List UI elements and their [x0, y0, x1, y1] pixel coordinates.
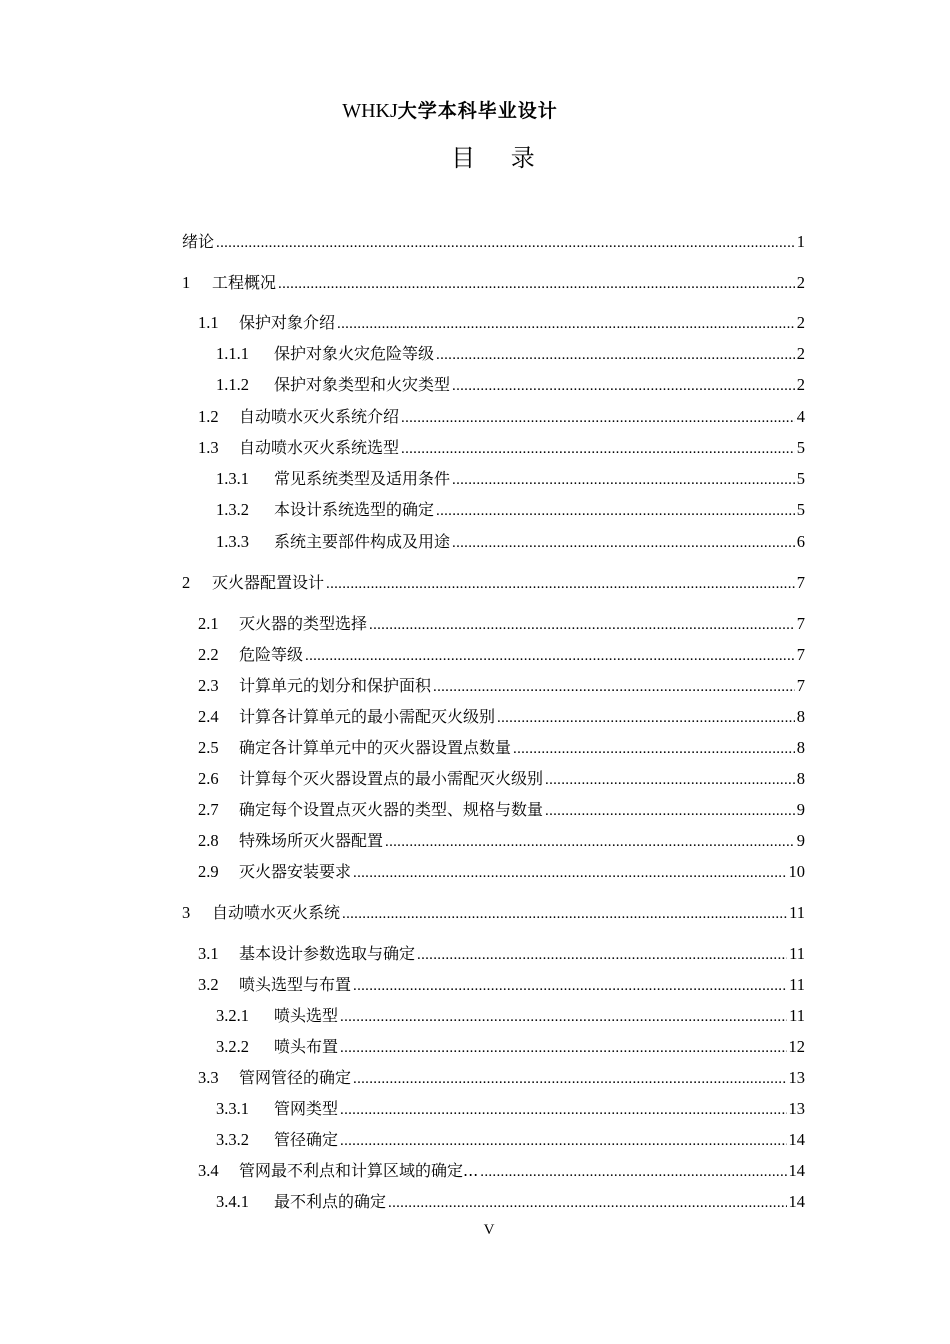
- toc-entry-title: 灭火器的类型选择: [239, 614, 368, 633]
- toc-entry-number: 1: [182, 273, 191, 292]
- toc-entry-page: 2: [796, 273, 805, 292]
- toc-entry-title: 确定每个设置点灭火器的类型、规格与数量: [239, 800, 544, 819]
- toc-entry-number: 2.2: [198, 645, 219, 664]
- toc-entry-number: 3.1: [198, 944, 219, 963]
- toc-entry-page: 7: [796, 614, 805, 633]
- toc-entry[interactable]: [198, 405, 805, 429]
- toc-entry-page: 2: [796, 375, 805, 394]
- toc-entry[interactable]: [216, 1035, 805, 1059]
- toc-leader-dots: [337, 312, 795, 336]
- toc-leader-dots: [353, 861, 786, 885]
- toc-entry-number: 3.2.1: [216, 1006, 249, 1025]
- toc-entry-number: 1.3.1: [216, 469, 249, 488]
- toc-entry-page: 7: [796, 676, 805, 695]
- toc-entry-number: 1.3.2: [216, 500, 249, 519]
- toc-entry-page: 11: [789, 1006, 805, 1025]
- toc-leader-dots: [436, 499, 795, 523]
- toc-entry-title: 灭火器配置设计: [212, 573, 325, 592]
- toc-entry[interactable]: [182, 571, 805, 595]
- toc-entry[interactable]: [182, 271, 805, 295]
- toc-entry-number: 3: [182, 903, 191, 922]
- toc-entry-title: 保护对象类型和火灾类型: [274, 375, 451, 394]
- toc-leader-dots: [340, 1005, 787, 1029]
- toc-entry-page: 13: [788, 1099, 805, 1118]
- toc-leader-dots: [216, 231, 795, 255]
- toc-entry[interactable]: [198, 736, 805, 760]
- toc-entry-title: 自动喷水灭火系统介绍: [239, 407, 400, 426]
- header-cjk: 大学本科毕业设计: [397, 100, 558, 122]
- toc-entry-number: 2.3: [198, 676, 219, 695]
- toc-entry[interactable]: [216, 1004, 805, 1028]
- toc-entry[interactable]: [216, 467, 805, 491]
- toc-entry-number: 2.8: [198, 831, 219, 850]
- toc-entry[interactable]: [198, 1066, 805, 1090]
- toc-entry-page: 8: [796, 707, 805, 726]
- toc-entry-page: 9: [796, 800, 805, 819]
- toc-entry[interactable]: [198, 311, 805, 335]
- toc-entry-title: 特殊场所灭火器配置: [239, 831, 384, 850]
- toc-entry[interactable]: [198, 798, 805, 822]
- toc-leader-dots: [278, 272, 795, 296]
- toc-leader-dots: [369, 613, 795, 637]
- toc-entry-title: 确定各计算单元中的灭火器设置点数量: [239, 738, 512, 757]
- toc-entry-page: 2: [796, 313, 805, 332]
- toc-entry[interactable]: [198, 767, 805, 791]
- toc-entry[interactable]: [198, 612, 805, 636]
- toc-leader-dots: [353, 1067, 786, 1091]
- document-header: [0, 96, 900, 123]
- toc-entry-title: 保护对象介绍: [239, 313, 336, 332]
- toc-entry-number: 2: [182, 573, 191, 592]
- toc-entry-page: 9: [796, 831, 805, 850]
- toc-entry-number: 3.3: [198, 1068, 219, 1087]
- toc-entry-number: 1.2: [198, 407, 219, 426]
- toc-entry-title: 系统主要部件构成及用途: [274, 532, 451, 551]
- toc-entry-page: 8: [796, 738, 805, 757]
- toc-leader-dots: [417, 943, 787, 967]
- toc-entry-page: 5: [796, 500, 805, 519]
- header-latin: WHKJ: [342, 100, 398, 122]
- toc-leader-dots: [545, 799, 795, 823]
- toc-entry-page: 14: [788, 1161, 805, 1180]
- toc-entry-title: 保护对象火灾危险等级: [274, 344, 435, 363]
- toc-entry[interactable]: [216, 373, 805, 397]
- toc-leader-dots: [480, 1160, 786, 1184]
- toc-entry-page: 5: [796, 469, 805, 488]
- toc-entry-page: 6: [796, 532, 805, 551]
- toc-entry-page: 4: [796, 407, 805, 426]
- toc-entry-number: 3.3.1: [216, 1099, 249, 1118]
- toc-leader-dots: [433, 675, 795, 699]
- toc-entry[interactable]: [182, 230, 805, 254]
- toc-entry-title: 灭火器安装要求: [239, 862, 352, 881]
- toc-entry-number: 2.7: [198, 800, 219, 819]
- toc-entry-page: 14: [788, 1130, 805, 1149]
- toc-entry[interactable]: [198, 436, 805, 460]
- toc-leader-dots: [340, 1036, 786, 1060]
- toc-entry-number: 3.4: [198, 1161, 219, 1180]
- toc-entry-number: 1.1.1: [216, 344, 249, 363]
- toc-entry-page: 2: [796, 344, 805, 363]
- toc-entry-title: 喷头选型与布置: [239, 975, 352, 994]
- toc-entry-title: 管网管径的确定: [239, 1068, 352, 1087]
- toc-entry-page: 13: [788, 1068, 805, 1087]
- toc-leader-dots: [401, 437, 795, 461]
- toc-leader-dots: [353, 974, 787, 998]
- toc-entry-title: 管网最不利点和计算区域的确定...: [239, 1161, 479, 1180]
- toc-entry[interactable]: [216, 530, 805, 554]
- toc-entry-number: 1.1.2: [216, 375, 249, 394]
- toc-entry[interactable]: [216, 342, 805, 366]
- toc-entry-title: 管径确定: [274, 1130, 339, 1149]
- toc-entry-number: 3.2: [198, 975, 219, 994]
- toc-entry-title: 计算各计算单元的最小需配灭火级别: [239, 707, 496, 726]
- toc-entry-title: 计算每个灭火器设置点的最小需配灭火级别: [239, 769, 544, 788]
- toc-leader-dots: [497, 706, 795, 730]
- toc-leader-dots: [513, 737, 795, 761]
- toc-entry-title: 自动喷水灭火系统选型: [239, 438, 400, 457]
- toc-entry-title: 喷头布置: [274, 1037, 339, 1056]
- toc-entry-page: 10: [788, 862, 805, 881]
- toc-leader-dots: [452, 531, 795, 555]
- toc-entry-number: 2.5: [198, 738, 219, 757]
- toc-leader-dots: [388, 1191, 786, 1215]
- toc-entry-page: 11: [789, 944, 805, 963]
- toc-entry-number: 3.4.1: [216, 1192, 249, 1211]
- toc-entry-page: 12: [788, 1037, 805, 1056]
- toc-entry[interactable]: [198, 942, 805, 966]
- toc-entry[interactable]: [198, 674, 805, 698]
- toc-entry[interactable]: [198, 1159, 805, 1183]
- toc-entry-page: 7: [796, 645, 805, 664]
- toc-entry[interactable]: [216, 498, 805, 522]
- toc-entry-title: 危险等级: [239, 645, 304, 664]
- toc-entry-number: 2.9: [198, 862, 219, 881]
- toc-leader-dots: [401, 406, 795, 430]
- toc-entry-page: 14: [788, 1192, 805, 1211]
- toc-entry-number: 1.1: [198, 313, 219, 332]
- toc-leader-dots: [340, 1129, 786, 1153]
- toc-entry[interactable]: [198, 860, 805, 884]
- toc-entry-title: 绪论: [182, 232, 215, 251]
- toc-entry-number: 1.3: [198, 438, 219, 457]
- toc-entry[interactable]: [216, 1190, 805, 1214]
- toc-leader-dots: [452, 374, 795, 398]
- toc-entry-page: 1: [796, 232, 805, 251]
- toc-entry-page: 11: [789, 975, 805, 994]
- toc-entry-title: 本设计系统选型的确定: [274, 500, 435, 519]
- toc-entry-title: 喷头选型: [274, 1006, 339, 1025]
- toc-entry-number: 2.4: [198, 707, 219, 726]
- page-title: 目 录: [451, 144, 549, 172]
- toc-entry[interactable]: [216, 1128, 805, 1152]
- toc-entry[interactable]: [198, 973, 805, 997]
- toc-leader-dots: [385, 830, 795, 854]
- toc-leader-dots: [340, 1098, 786, 1122]
- toc-entry-title: 常见系统类型及适用条件: [274, 469, 451, 488]
- page-number: V: [483, 1222, 495, 1238]
- toc-entry[interactable]: [198, 829, 805, 853]
- toc-entry-number: 3.3.2: [216, 1130, 249, 1149]
- toc-entry-page: 5: [796, 438, 805, 457]
- toc-entry-title: 基本设计参数选取与确定: [239, 944, 416, 963]
- toc-entry-page: 11: [789, 903, 805, 922]
- toc-entry[interactable]: [198, 643, 805, 667]
- toc-leader-dots: [452, 468, 795, 492]
- toc-entry[interactable]: [182, 901, 805, 925]
- toc-entry-number: 3.2.2: [216, 1037, 249, 1056]
- toc-leader-dots: [545, 768, 795, 792]
- toc-entry-title: 最不利点的确定: [274, 1192, 387, 1211]
- toc-entry-number: 2.1: [198, 614, 219, 633]
- toc-entry[interactable]: [216, 1097, 805, 1121]
- toc-leader-dots: [436, 343, 795, 367]
- toc-leader-dots: [326, 572, 795, 596]
- toc-entry[interactable]: [198, 705, 805, 729]
- toc-entry-page: 8: [796, 769, 805, 788]
- toc-entry-title: 计算单元的划分和保护面积: [239, 676, 432, 695]
- toc-entry-title: 管网类型: [274, 1099, 339, 1118]
- toc-entry-number: 2.6: [198, 769, 219, 788]
- toc-leader-dots: [342, 902, 787, 926]
- toc-entry-page: 7: [796, 573, 805, 592]
- toc-entry-number: 1.3.3: [216, 532, 249, 551]
- toc-leader-dots: [305, 644, 795, 668]
- toc-entry-title: 工程概况: [212, 273, 277, 292]
- toc-entry-title: 自动喷水灭火系统: [212, 903, 341, 922]
